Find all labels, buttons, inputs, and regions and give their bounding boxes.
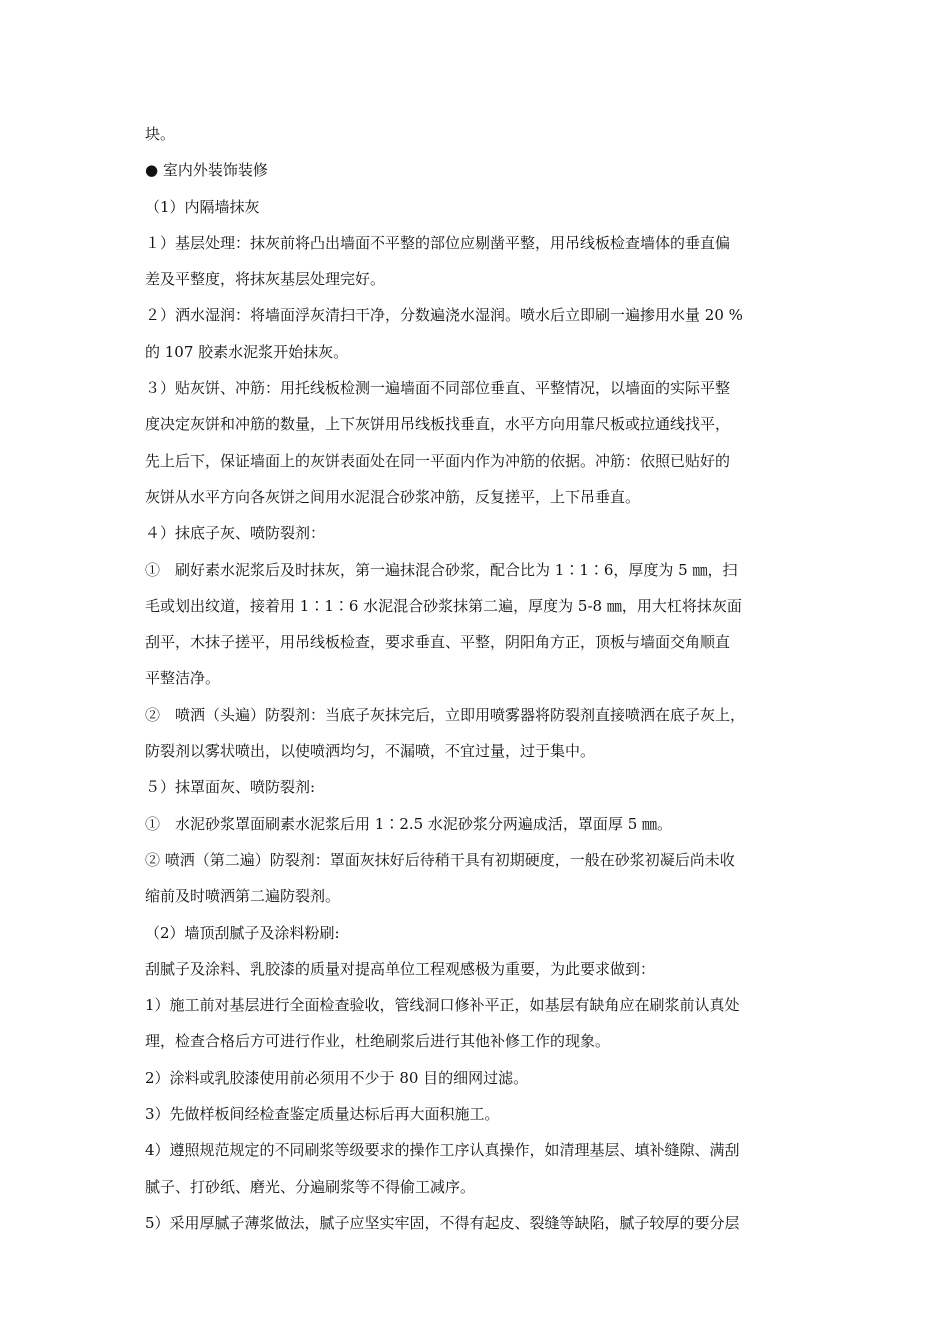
text-line: 3）先做样板间经检查鉴定质量达标后再大面积施工。 xyxy=(145,1105,500,1124)
text-line: 2）涂料或乳胶漆使用前必须用不少于 80 目的细网过滤。 xyxy=(145,1068,529,1087)
document-page xyxy=(145,116,825,1241)
text-line: １）基层处理：抹灰前将凸出墙面不平整的部位应剔凿平整，用吊线板检查墙体的垂直偏 xyxy=(145,233,731,252)
text-line: ２）洒水湿润：将墙面浮灰清扫干净，分数遍浇水湿润。喷水后立即刷一遍掺用水量 20 % xyxy=(145,306,743,325)
text-line: 理，检查合格后方可进行作业，杜绝刷浆后进行其他补修工作的现象。 xyxy=(145,1032,611,1051)
text-line: 平整洁净。 xyxy=(145,669,221,688)
text-line: ４）抹底子灰、喷防裂剂： xyxy=(145,524,326,543)
text-line: 1）施工前对基层进行全面检查验收，管线洞口修补平正，如基层有缺角应在刷浆前认真处 xyxy=(145,996,740,1015)
text-line: 缩前及时喷洒第二遍防裂剂。 xyxy=(145,887,341,906)
subsection-heading: （1）内隔墙抹灰 xyxy=(145,197,260,216)
text-line: 5）采用厚腻子薄浆做法，腻子应坚实牢固，不得有起皮、裂缝等缺陷，腻子较厚的要分层 xyxy=(145,1213,740,1232)
text-line: ① 水泥砂浆罩面刷素水泥浆后用 1∶2.5 水泥砂浆分两遍成活，罩面厚 5 ㎜。 xyxy=(145,814,673,833)
text-line: ３）贴灰饼、冲筋：用托线板检测一遍墙面不同部位垂直、平整情况，以墙面的实际平整 xyxy=(145,379,731,398)
text-line: ② 喷洒（头遍）防裂剂：当底子灰抹完后，立即用喷雾器将防裂剂直接喷洒在底子灰上， xyxy=(145,705,746,724)
text-line: 腻子、打砂纸、磨光、分遍刷浆等不得偷工减序。 xyxy=(145,1177,476,1196)
text-line: 4）遵照规范规定的不同刷浆等级要求的操作工序认真操作，如清理基层、填补缝隙、满刮 xyxy=(145,1141,740,1160)
text-line: 防裂剂以雾状喷出，以使喷洒均匀，不漏喷，不宜过量，过于集中。 xyxy=(145,742,596,761)
section-heading: ● 室内外装饰装修 xyxy=(145,161,268,180)
subsection-heading: （2）墙顶刮腻子及涂料粉刷: xyxy=(145,923,340,942)
text-line: 差及平整度，将抹灰基层处理完好。 xyxy=(145,270,386,289)
text-line: 灰饼从水平方向各灰饼之间用水泥混合砂浆冲筋，反复搓平，上下吊垂直。 xyxy=(145,487,641,506)
text-line: ５）抹罩面灰、喷防裂剂: xyxy=(145,778,316,797)
text-line: 刮平，木抹子搓平，用吊线板检查，要求垂直、平整，阴阳角方正，顶板与墙面交角顺直 xyxy=(145,633,731,652)
text-line: 度决定灰饼和冲筋的数量，上下灰饼用吊线板找垂直，水平方向用靠尺板或拉通线找平， xyxy=(145,415,731,434)
text-line: 先上后下，保证墙面上的灰饼表面处在同一平面内作为冲筋的依据。冲筋：依照已贴好的 xyxy=(145,451,731,470)
text-line: ② 喷洒（第二遍）防裂剂：罩面灰抹好后待稍干具有初期硬度，一般在砂浆初凝后尚未收 xyxy=(145,850,735,869)
text-line: 块。 xyxy=(145,125,176,143)
text-line: 刮腻子及涂料、乳胶漆的质量对提高单位工程观感极为重要，为此要求做到： xyxy=(145,959,656,978)
text-line: ① 刷好素水泥浆后及时抹灰，第一遍抹混合砂浆，配合比为 1∶1∶6，厚度为 5 ㎜，扫 xyxy=(145,560,738,579)
text-line: 的 107 胶素水泥浆开始抹灰。 xyxy=(145,342,349,361)
text-line: 毛或划出纹道，接着用 1∶1∶6 水泥混合砂浆抹第二遍，厚度为 5-8 ㎜，用大杠将抹灰面 xyxy=(145,596,742,615)
